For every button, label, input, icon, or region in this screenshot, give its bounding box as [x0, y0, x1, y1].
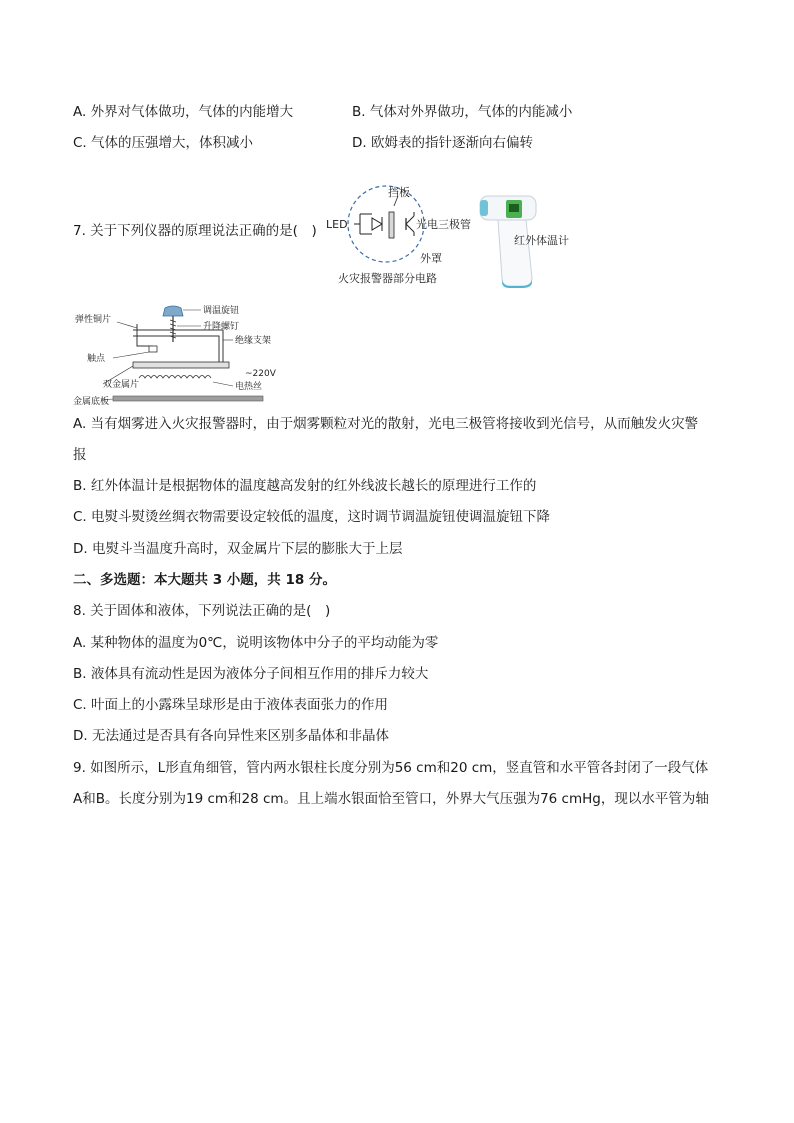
q9-stem-line-1: 9. 如图所示，L形直角细管，管内两水银柱长度分别为56 cm和20 cm，竖直管和水平管各封闭了一段气体 [73, 760, 709, 776]
q7-option-a-line-1: A. 当有烟雾进入火灾报警器时，由于烟雾颗粒对光的散射，光电三极管将接收到光信号，从而触发火灾警 [73, 416, 699, 432]
voltage-label: ~220V [245, 369, 276, 379]
thermometer-handle [498, 220, 532, 286]
heating-coil [139, 376, 211, 379]
heater-label: 电热丝 [235, 382, 263, 392]
q8-option-d: D. 无法通过是否具有各向异性来区别多晶体和非晶体 [73, 728, 389, 744]
screw-label: 升降螺钉 [203, 322, 240, 332]
phototransistor-label: 光电三极管 [416, 218, 471, 231]
q7-stem: 7. 关于下列仪器的原理说法正确的是( ) [73, 223, 317, 239]
thermometer-label: 红外体温计 [514, 234, 569, 247]
cover-label: 外罩 [420, 252, 442, 265]
bracket-label: 绝缘支架 [235, 336, 272, 346]
spring-label: 弹性铜片 [75, 315, 112, 325]
q9-stem-line-2: A和B。长度分别为19 cm和28 cm。且上端水银面恰至管口，外界大气压强为76 cmHg，现以水平管为轴 [73, 791, 709, 807]
q7-option-d: D. 电熨斗当温度升高时，双金属片下层的膨胀大于上层 [73, 541, 403, 557]
baffle-label: 挡板 [388, 186, 410, 199]
q6-option-b: B. 气体对外界做功，气体的内能减小 [352, 104, 573, 120]
baffle-plate [389, 212, 394, 238]
q8-option-b: B. 液体具有流动性是因为液体分子间相互作用的排斥力较大 [73, 666, 429, 682]
temperature-knob-icon [163, 306, 183, 316]
led-diode-icon [372, 218, 382, 230]
bimetal-label: 双金属片 [103, 380, 140, 390]
q7-option-c: C. 电熨斗熨烫丝绸衣物需要设定较低的温度，这时调节调温旋钮使调温旋钮下降 [73, 509, 551, 525]
section-2-heading: 二、多选题：本大题共 3 小题，共 18 分。 [73, 572, 336, 588]
q6-option-a: A. 外界对气体做功，气体的内能增大 [73, 104, 294, 120]
q7-option-b: B. 红外体温计是根据物体的温度越高发射的红外线波长越长的原理进行工作的 [73, 478, 537, 494]
metal-base-plate [113, 396, 263, 401]
base-label: 金属底板 [73, 397, 110, 407]
knob-label: 调温旋钮 [203, 306, 240, 316]
q8-option-c: C. 叶面上的小露珠呈球形是由于液体表面张力的作用 [73, 697, 389, 713]
fire-alarm-caption: 火灾报警器部分电路 [338, 272, 437, 285]
q7-option-a-line-2: 报 [73, 447, 87, 463]
q8-stem: 8. 关于固体和液体，下列说法正确的是( ) [73, 603, 331, 619]
infrared-thermometer-image [476, 190, 586, 290]
bimetal-strip [133, 362, 229, 368]
fire-alarm-diagram [322, 182, 482, 288]
electric-iron-diagram [73, 300, 303, 412]
led-label: LED [326, 218, 348, 231]
q8-option-a: A. 某种物体的温度为0℃，说明该物体中分子的平均动能为零 [73, 635, 439, 651]
q6-option-d: D. 欧姆表的指针逐渐向右偏转 [352, 135, 533, 151]
q6-option-c: C. 气体的压强增大，体积减小 [73, 135, 254, 151]
contact-label: 触点 [87, 354, 106, 364]
